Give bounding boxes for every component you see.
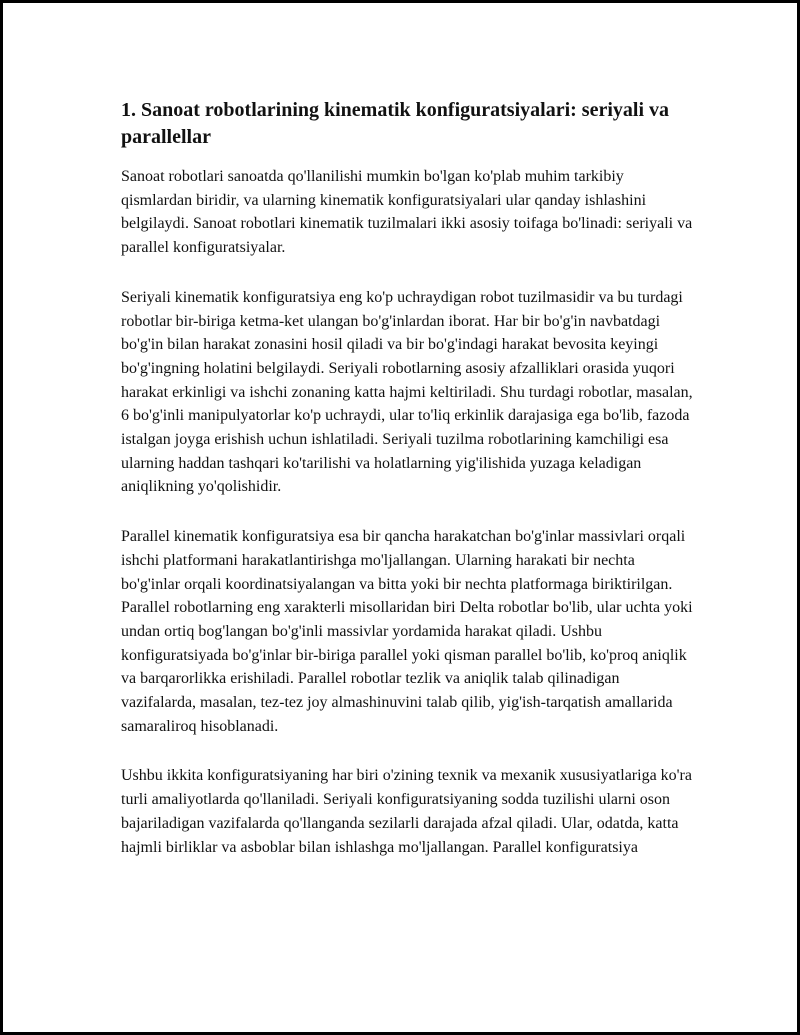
paragraph-intro: Sanoat robotlari sanoatda qo'llanilishi mumkin bo'lgan ko'plab muhim tarkibiy qismlardan biridir, va ularning kinematik konfiguratsiyalari ular qanday ishlashini belgilaydi. Sanoat robotlari kinematik tuzilmalari ikki asosiy toifaga bo'linadi: seriyali va parallel konfiguratsiyalar. [121,168,693,257]
paragraph-parallel-configuration: Parallel kinematik konfiguratsiya esa bir qancha harakatchan bo'g'inlar massivlari orqali ishchi platformani harakatlantirishga mo'ljallangan. Ularning harakati bir nechta bo'g'inlar orqali koordinatsiyalangan va bitta yoki bir nechta platformaga biriktirilgan. Parallel robotlarning eng xarakterli misollaridan biri Delta robotlar bo'lib, ular uchta yoki undan ortiq bog'langan bo'g'inli massivlar yordamida harakat qiladi. Ushbu konfiguratsiyada bo'g'inlar bir-biriga parallel yoki qisman parallel bo'lib, ko'proq aniqlik va barqarorlikka erishiladi. Parallel robotlar tezlik va aniqlik talab qilinadigan vazifalarda, masalan, tez-tez joy almashinuvini talab qilib, yig'ish-tarqatish amallarida samaraliroq hisoblanadi. [121,528,693,735]
paragraph-serial-configuration: Seriyali kinematik konfiguratsiya eng ko'p uchraydigan robot tuzilmasidir va bu turdagi robotlar bir-biriga ketma-ket ulangan bo'g'inlardan iborat. Har bir bo'g'in navbatdagi bo'g'in bilan harakat zonasini hosil qiladi va bir bo'g'indagi harakat bevosita keyingi bo'g'ingning holatini belgilaydi. Seriyali robotlarning asosiy afzalliklari orasida yuqori harakat erkinligi va ishchi zonaning katta hajmi keltiriladi. Shu turdagi robotlar, masalan, 6 bo'g'inli manipulyatorlar ko'p uchraydi, ular to'liq erkinlik darajasiga ega bo'lib, fazoda istalgan joyga erishish uchun ishlatiladi. Seriyali tuzilma robotlarining kamchiligi esa ularning haddan tashqari ko'tarilishi va holatlarning yig'ilishida yuzaga keladigan aniqlikning yo'qolishidir. [121,288,693,496]
paragraph-comparison: Ushbu ikkita konfiguratsiyaning har biri o'zining texnik va mexanik xususiyatlariga ko'ra turli amaliyotlarda qo'llaniladi. Seriyali konfiguratsiyaning sodda tuzilishi ularni oson bajariladigan vazifalarda qo'llanganda sezilarli darajada afzal qiladi. Ular, odatda, katta hajmli birliklar va asboblar bilan ishlashga mo'ljallangan. Parallel konfiguratsiya [121,767,692,856]
section-title: 1. Sanoat robotlarining kinematik konfiguratsiyalari: seriyali va parallellar [121,99,669,148]
document-body [121,97,693,885]
